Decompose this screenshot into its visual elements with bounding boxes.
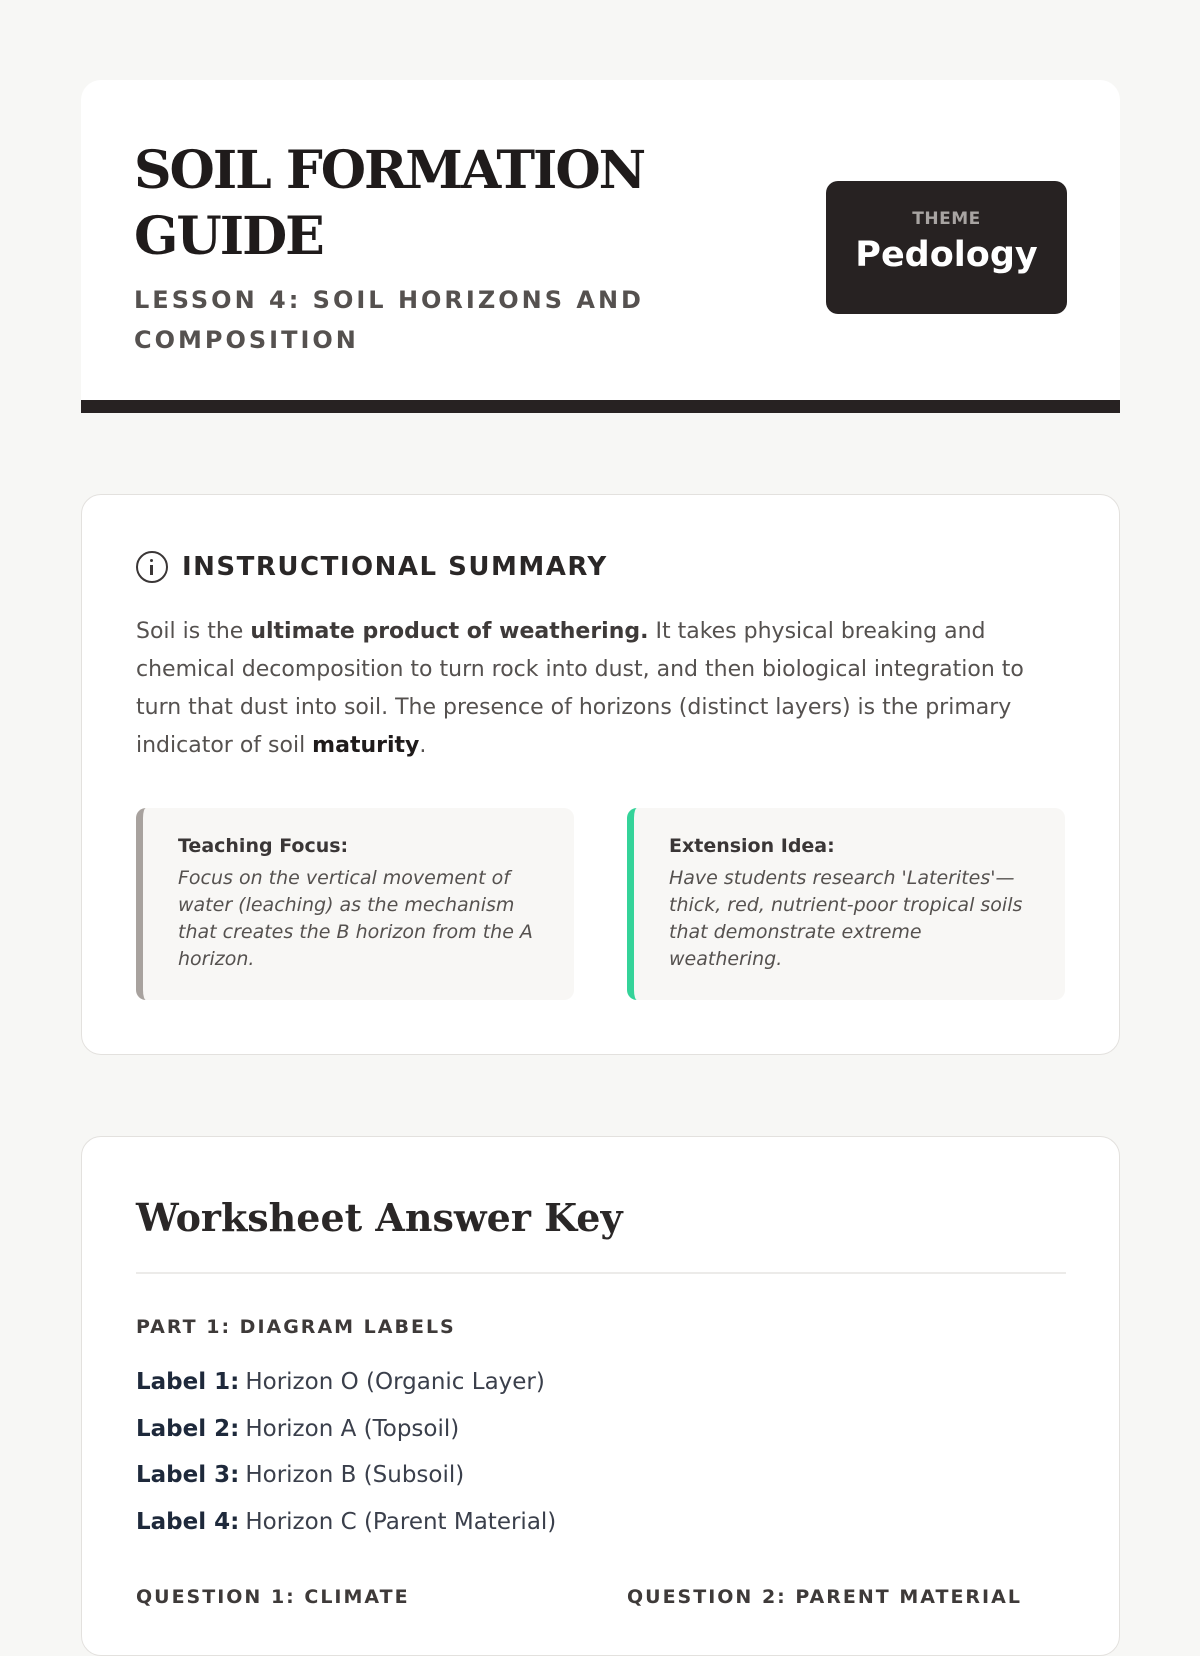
info-circle-icon xyxy=(136,551,168,583)
extension-idea-note xyxy=(627,808,1065,1000)
question-1-heading: QUESTION 1: CLIMATE xyxy=(136,1586,410,1608)
label-key: Label 2: xyxy=(136,1415,240,1442)
label-value: Horizon O (Organic Layer) xyxy=(245,1369,545,1395)
summary-heading: INSTRUCTIONAL SUMMARY xyxy=(182,552,608,582)
extension-idea-title: Extension Idea: xyxy=(669,835,835,857)
label-key: Label 4: xyxy=(136,1508,240,1535)
answer-key-card xyxy=(81,1136,1120,1656)
diagram-label-list xyxy=(136,1359,556,1545)
summary-text-part-3: . xyxy=(419,733,427,758)
list-item xyxy=(136,1499,556,1546)
teaching-focus-title: Teaching Focus: xyxy=(178,835,349,857)
summary-heading-row xyxy=(136,551,608,583)
summary-emphasis-weathering: ultimate product of weathering. xyxy=(250,619,649,644)
teaching-focus-note xyxy=(136,808,574,1000)
header-divider-bar xyxy=(81,400,1120,413)
teaching-focus-text: Focus on the vertical movement of water (leaching) as the mechanism that creates the B horizon from the A horizon. xyxy=(178,867,533,970)
summary-emphasis-maturity: maturity xyxy=(312,733,420,758)
summary-text-part-1: Soil is the xyxy=(136,619,251,644)
header-card xyxy=(81,80,1120,413)
lesson-subtitle: LESSON 4: SOIL HORIZONS AND COMPOSITION xyxy=(134,286,644,354)
list-item xyxy=(136,1359,556,1406)
theme-value: Pedology xyxy=(855,235,1038,275)
label-value: Horizon A (Topsoil) xyxy=(245,1415,460,1442)
label-value: Horizon C (Parent Material) xyxy=(245,1508,557,1535)
theme-badge xyxy=(826,181,1067,314)
page-title: SOIL FORMATION GUIDE xyxy=(134,140,645,267)
answer-key-title: Worksheet Answer Key xyxy=(136,1195,623,1240)
theme-label: THEME xyxy=(912,209,981,229)
list-item xyxy=(136,1452,556,1499)
extension-idea-text: Have students research 'Laterites'—thick, red, nutrient-poor tropical soils that demonstrate extreme weathering. xyxy=(669,867,1023,970)
label-key: Label 1: xyxy=(136,1369,240,1395)
answer-key-divider xyxy=(136,1272,1066,1274)
instructional-summary-card xyxy=(81,494,1120,1055)
label-value: Horizon B (Subsoil) xyxy=(245,1462,465,1488)
summary-text-part-2: It takes physical breaking and chemical decomposition to turn rock into dust, and then biological integration to turn that dust into soil. The presence of horizons (distinct layers) is the primary indicator of soil xyxy=(136,619,1024,758)
part-1-heading: PART 1: DIAGRAM LABELS xyxy=(136,1316,456,1338)
list-item xyxy=(136,1406,556,1453)
question-2-heading: QUESTION 2: PARENT MATERIAL xyxy=(627,1586,1022,1608)
label-key: Label 3: xyxy=(136,1462,240,1488)
summary-paragraph xyxy=(136,613,1076,765)
